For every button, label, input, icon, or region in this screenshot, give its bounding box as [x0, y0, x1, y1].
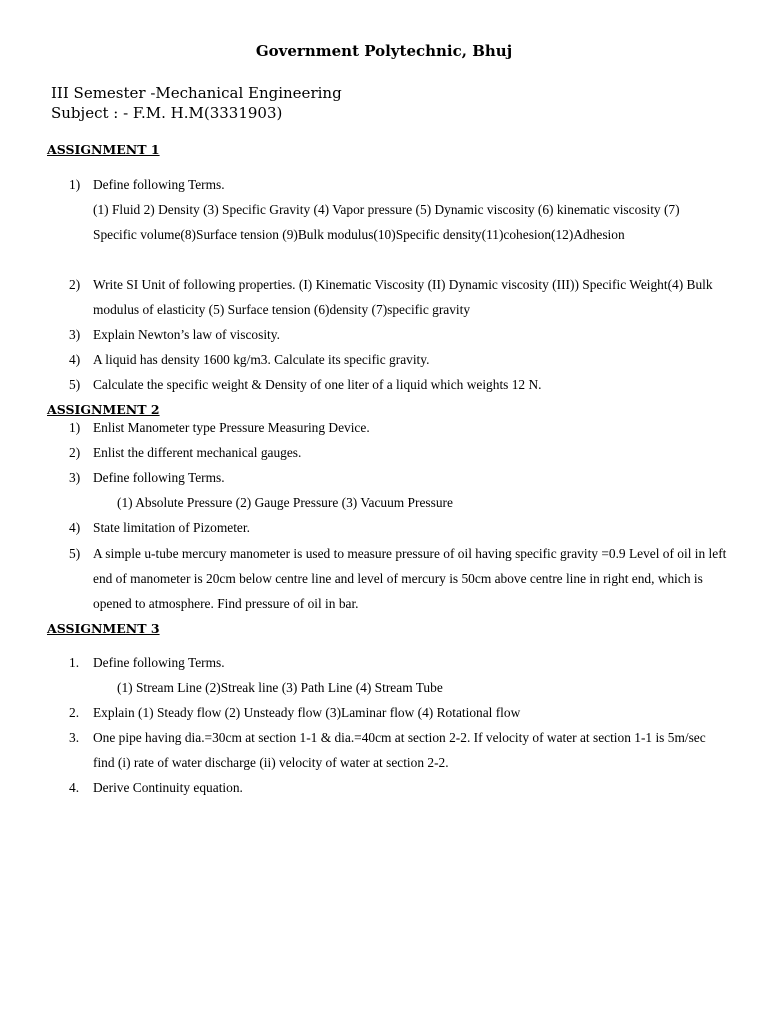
- question-number: 1.: [69, 655, 80, 670]
- assignment-2-question-3-terms: (1) Absolute Pressure (2) Gauge Pressure (3) Vacuum Pressure: [117, 495, 453, 510]
- assignment-1-heading: ASSIGNMENT 1: [47, 142, 160, 157]
- question-number: 1): [69, 420, 81, 435]
- assignment-1-question-2: [69, 272, 729, 322]
- question-number: 1): [69, 177, 81, 192]
- question-number: 2): [69, 445, 81, 460]
- question-text: A simple u-tube mercury manometer is used to measure pressure of oil having specific gravity =0.9 Level of oil in left end of manometer is 20cm below centre line and level of mercury is 50cm above centre line in right end, which is opened to atmosphere. Find pressure of oil in bar.: [93, 546, 727, 612]
- question-number: 2.: [69, 705, 80, 720]
- question-text: Enlist Manometer type Pressure Measuring Device.: [93, 420, 370, 435]
- assignment-1-question-3: [69, 322, 729, 347]
- question-number: 4.: [69, 780, 80, 795]
- assignment-2-question-3: [69, 465, 729, 490]
- question-text: Explain Newton’s law of viscosity.: [93, 327, 280, 342]
- question-text: Calculate the specific weight & Density of one liter of a liquid which weights 12 N.: [93, 377, 542, 392]
- assignment-2-question-5: [69, 541, 729, 617]
- question-number: 3): [69, 470, 81, 485]
- question-text: Write SI Unit of following properties. (I) Kinematic Viscosity (II) Dynamic viscosity (III)) Specific Weight(4) Bulk modulus of elasticity (5) Surface tension (6)density (7)specific gravity: [93, 277, 713, 318]
- assignment-3-question-4: [69, 775, 729, 800]
- assignment-2-question-2: [69, 440, 729, 465]
- question-text: Enlist the different mechanical gauges.: [93, 445, 302, 460]
- question-text: Define following Terms.: [93, 177, 225, 192]
- question-number: 3.: [69, 730, 80, 745]
- question-text: Define following Terms.: [93, 470, 225, 485]
- question-text: State limitation of Pizometer.: [93, 520, 250, 535]
- subject-line: Subject : - F.M. H.M(3331903): [51, 104, 283, 122]
- assignment-1-question-1-terms: (1) Fluid 2) Density (3) Specific Gravity (4) Vapor pressure (5) Dynamic viscosity (6) kinematic viscosity (7) Specific volume(8)Surface tension (9)Bulk modulus(10)Specific density(11)cohesion(12)Adhesion: [93, 202, 680, 242]
- question-text: Explain (1) Steady flow (2) Unsteady flow (3)Laminar flow (4) Rotational flow: [93, 705, 521, 720]
- assignment-3-question-3: [69, 725, 729, 775]
- question-text: A liquid has density 1600 kg/m3. Calculate its specific gravity.: [93, 352, 430, 367]
- assignment-3-question-1: [69, 650, 729, 675]
- assignment-1-question-4: [69, 347, 729, 372]
- question-number: 3): [69, 327, 81, 342]
- assignment-1-question-5: [69, 372, 729, 397]
- assignment-2-question-1: [69, 415, 729, 440]
- assignment-3-question-1-terms: (1) Stream Line (2)Streak line (3) Path Line (4) Stream Tube: [117, 680, 443, 695]
- semester-line: III Semester -Mechanical Engineering: [51, 84, 342, 102]
- question-number: 4): [69, 352, 81, 367]
- assignment-1-question-1: [69, 172, 729, 197]
- page-title: Government Polytechnic, Bhuj: [255, 42, 513, 60]
- assignment-3-question-2: [69, 700, 729, 725]
- question-number: 5): [69, 377, 81, 392]
- question-text: Derive Continuity equation.: [93, 780, 243, 795]
- assignment-2-heading: ASSIGNMENT 2: [47, 402, 160, 417]
- assignment-3-heading: ASSIGNMENT 3: [47, 621, 160, 636]
- question-number: 5): [69, 546, 81, 561]
- question-text: One pipe having dia.=30cm at section 1-1 & dia.=40cm at section 2-2. If velocity of water at section 1-1 is 5m/sec find (i) rate of water discharge (ii) velocity of water at section 2-2.: [93, 730, 706, 771]
- assignment-2-question-4: [69, 515, 729, 540]
- question-number: 2): [69, 277, 81, 292]
- question-number: 4): [69, 520, 81, 535]
- question-text: Define following Terms.: [93, 655, 225, 670]
